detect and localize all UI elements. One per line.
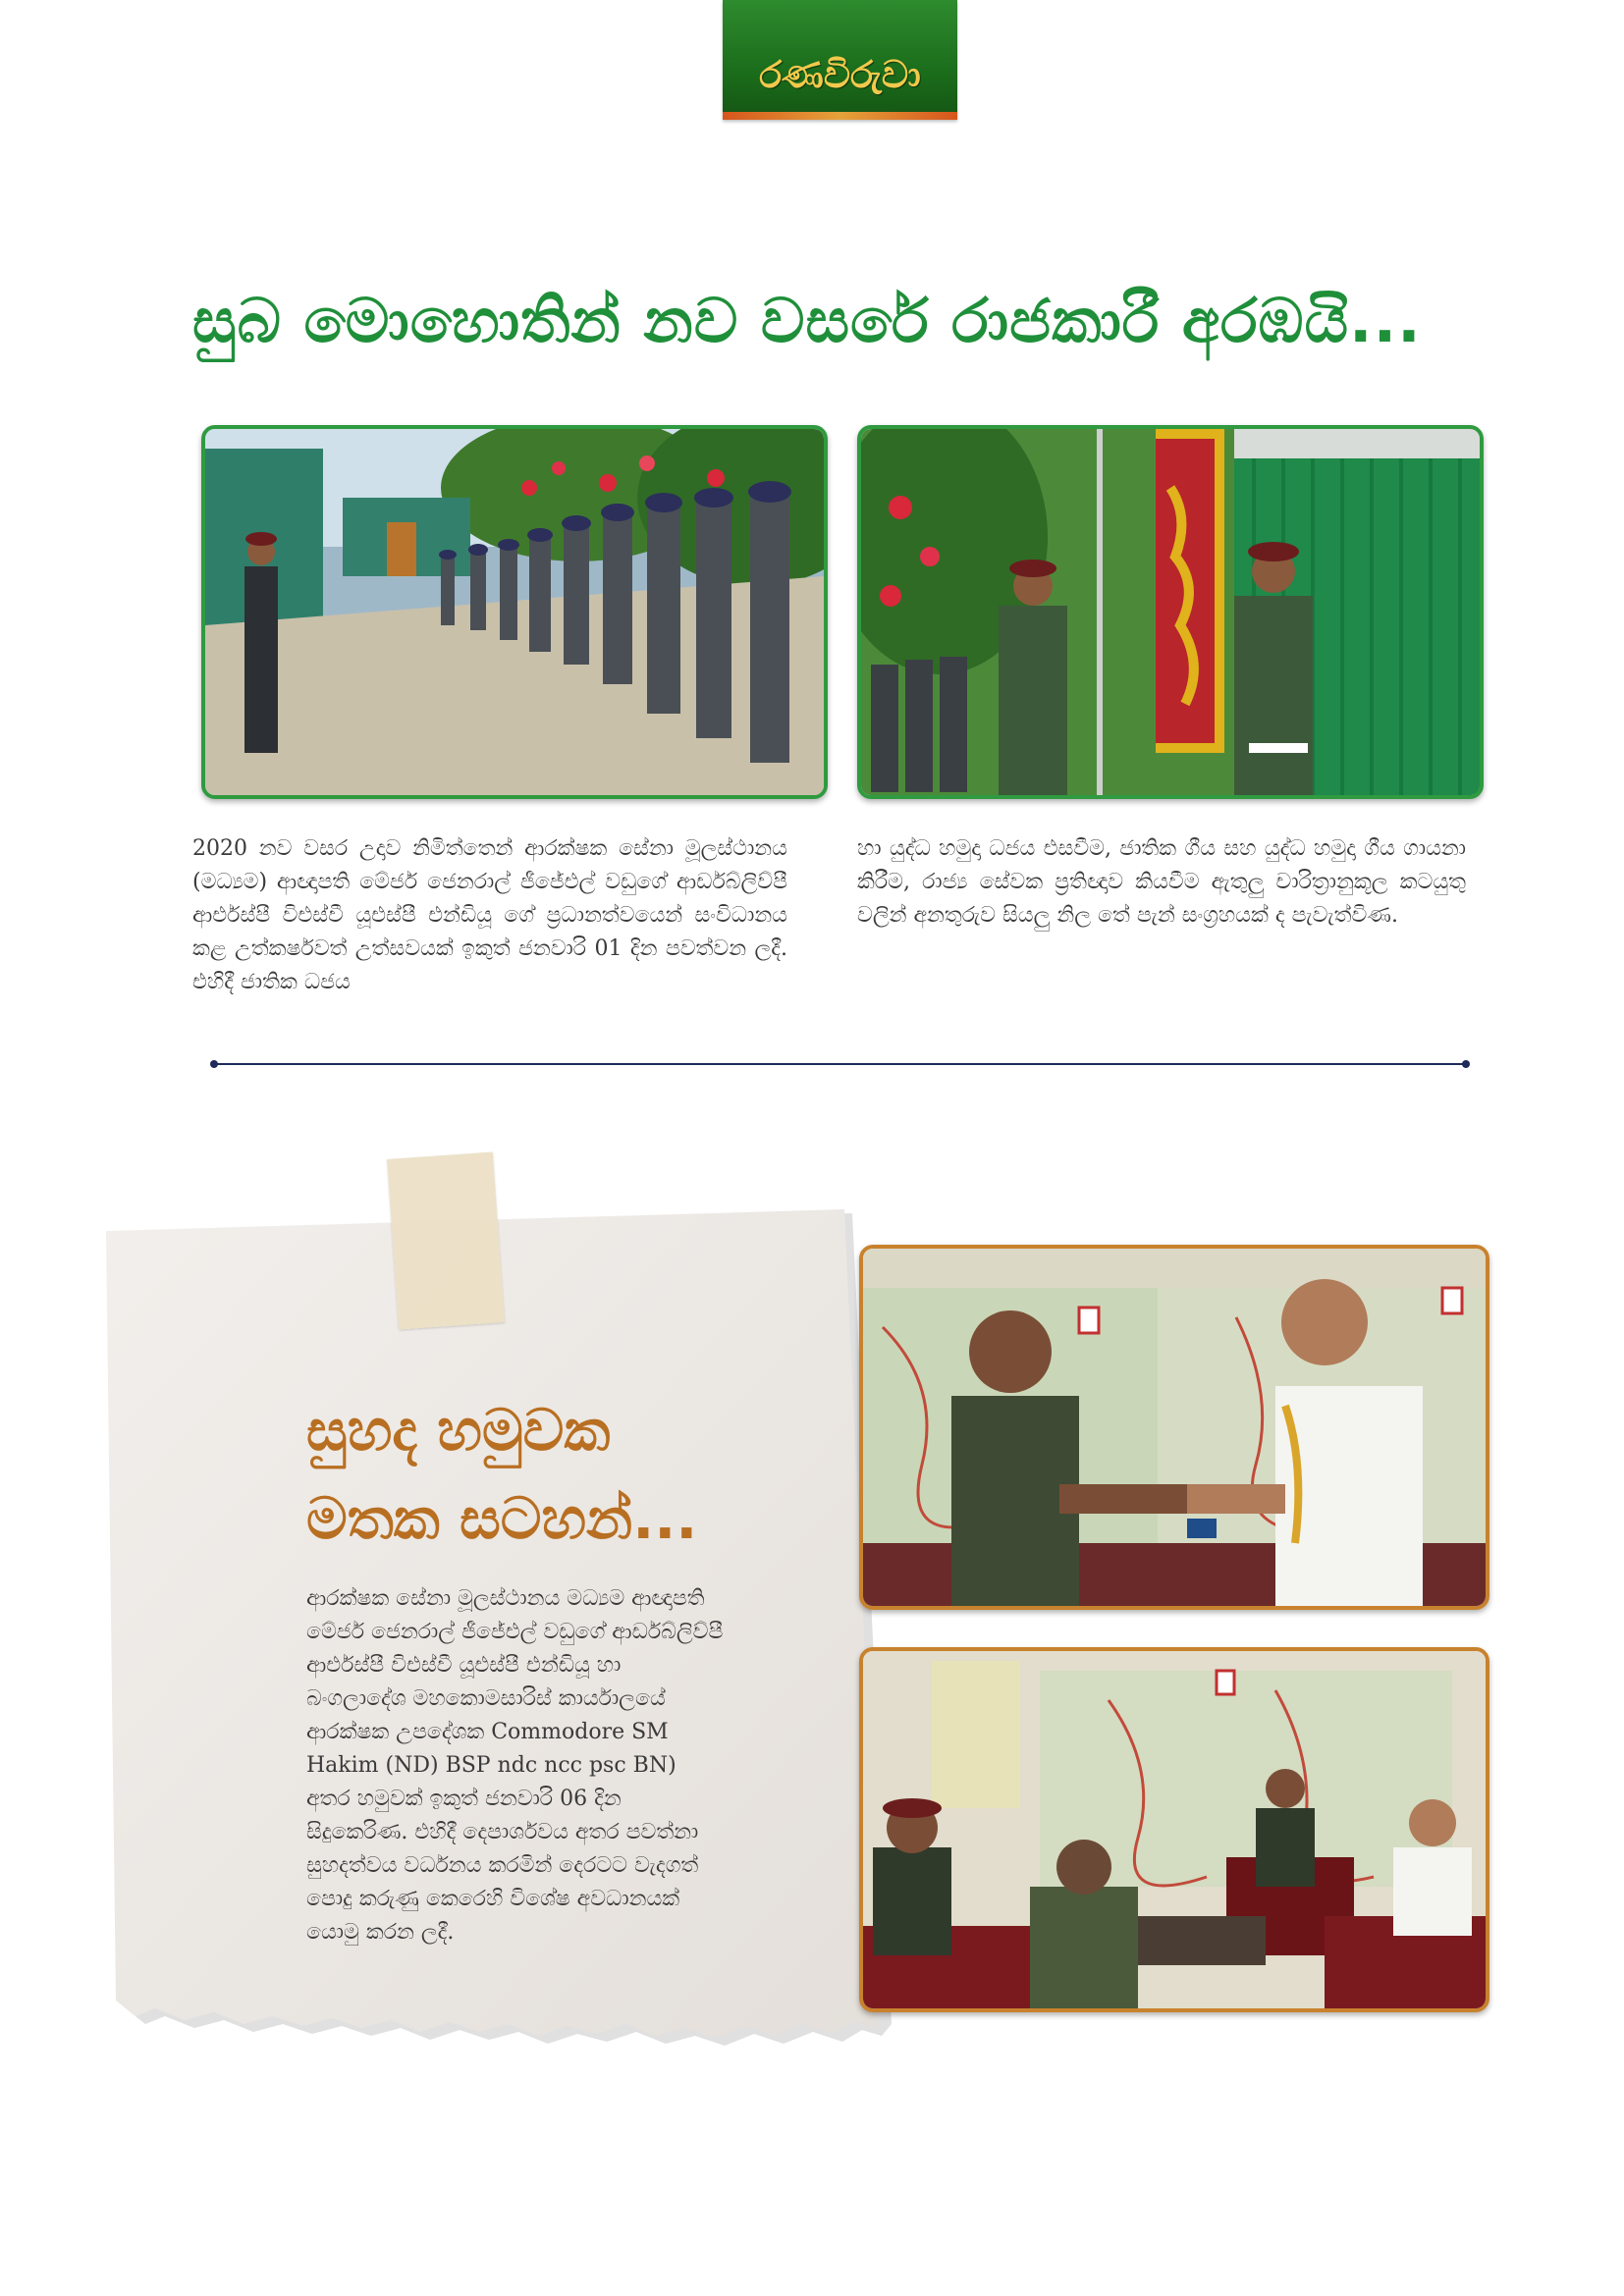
meeting-photo [859, 1647, 1489, 2012]
article-2-headline-line-1: සුහද හමුවක [306, 1397, 611, 1464]
flag-hoisting-photo [857, 425, 1484, 799]
article-1-headline: සුබ මොහොතින් නව වසරේ රාජකාරී අරඹයි... [192, 285, 1422, 356]
parade-photo [201, 425, 828, 799]
paper-tape [387, 1151, 505, 1329]
handshake-photo [859, 1245, 1489, 1610]
article-2-headline [306, 1386, 856, 1563]
publication-logo: රණවිරුවා [759, 53, 921, 96]
article-1-caption-right: හා යුද්ධ හමුදා ධජය එසවීම, ජාතික ගීය සහ යුද්ධ හමුදා ගීය ගායනා කිරීම, රාජ්‍ය සේවක ප්‍රතිඥාව කියවීම ඇතුලු චාරිත්‍රානුකූල කටයුතු වලින් අනතුරුව සියලු නිල තේ පැන් සංග්‍රහයක් ද පැවැත්විණ. [857, 836, 1466, 928]
section-divider [214, 1063, 1466, 1065]
masthead [723, 0, 957, 120]
article-2-headline-line-2: මතක සටහන්... [306, 1485, 698, 1552]
masthead-stripe [723, 112, 957, 120]
article-1-caption-left: 2020 නව වසර උදාව නිමිත්තෙන් ආරක්ෂක සේනා මූලස්ථානය (මධ්‍යම) ආඥාපති මේජර් ජෙනරාල් ජීජේඑල් වඩුගේ ආර්ඩබ්ලිව්පී ආර්එස්පී විඑස්වී යූඑස්පී එන්ඩියූ ගේ ප්‍රධානත්වයෙන් සංවිධානය කළ උත්කර්ෂවත් උත්සවයක් ඉකුත් ජනවාරි 01 දින පවත්වන ලදී. එහිදී ජාතික ධජය [192, 836, 787, 994]
article-2-caption: ආරක්ෂක සේනා මූලස්ථානය මධ්‍යම ආඥාපති මේජර් ජෙනරාල් ජීජේඑල් වඩුගේ ආර්ඩබ්ලිව්පී ආර්එස්පී විඑස්වී යූඑස්පී එන්ඩියූ හා බංගලාදේශ මහකොමසාරිස් කාර්යාලයේ ආරක්ෂක උපදේශක Commodore SM Hakim (ND) BSP ndc ncc psc BN) අතර හමුවක් ඉකුත් ජනවාරි 06 දින සිදුකෙරිණ. එහිදී දෙපාර්ශවය අතර පවත්නා සුහදත්වය වර්ධනය කරමින් දෙරටට වැදගත් පොදු කරුණු කෙරෙහි විශේෂ අවධානයක් යොමු කරන ලදී. [306, 1586, 724, 1945]
